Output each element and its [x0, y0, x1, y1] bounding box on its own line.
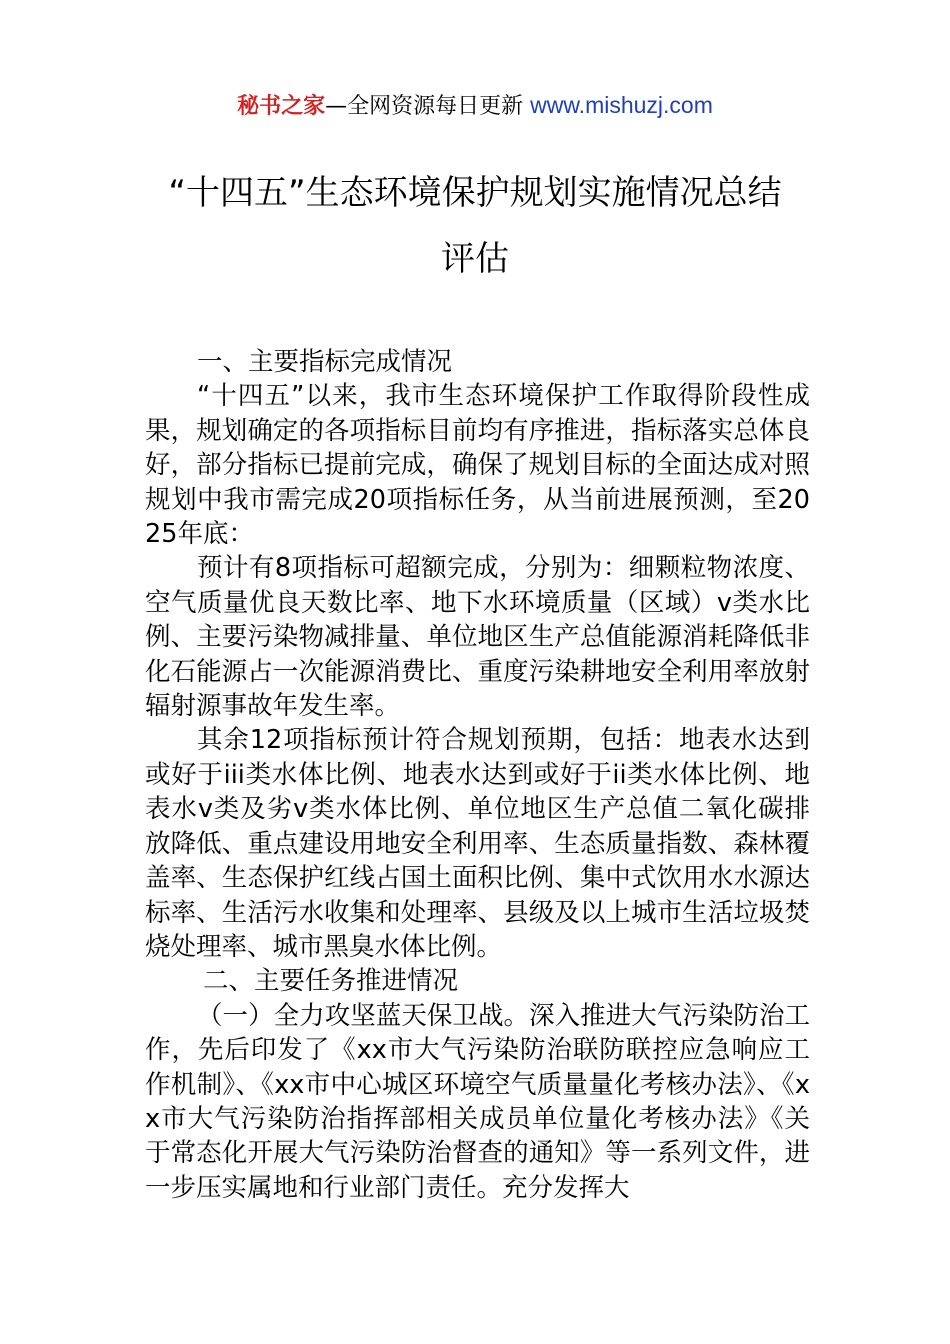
document-title	[0, 160, 950, 292]
brand-name: 秘书之家	[237, 94, 326, 119]
paragraph: 其余12项指标预计符合规划预期，包括：地表水达到或好于iii类水体比例、地表水达到或好于ii类水体比例、地表水v类及劣v类水体比例、单位地区生产总值二氧化碳排放降低、重点建设用地安全利用率、生态质量指数、森林覆盖率、生态保护红线占国土面积比例、集中式饮用水水源达标率、生活污水收集和处理率、县级及以上城市生活垃圾焚烧处理率、城市黑臭水体比例。	[145, 725, 810, 962]
paragraph: （一）全力攻坚蓝天保卫战。深入推进大气污染防治工作，先后印发了《xx市大气污染防治联防联控应急响应工作机制》、《xx市中心城区环境空气质量量化考核办法》、《xx市大气污染防治指挥部相关成员单位量化考核办法》《关于常态化开展大气污染防治督查的通知》等一系列文件，进一步压实属地和行业部门责任。充分发挥大	[145, 1000, 810, 1203]
paragraph: 预计有8项指标可超额完成，分别为：细颗粒物浓度、空气质量优良天数比率、地下水环境质量（区域）v类水比例、主要污染物减排量、单位地区生产总值能源消耗降低非化石能源占一次能源消费比、重度污染耕地安全利用率放射辐射源事故年发生率。	[145, 553, 810, 722]
site-url-link[interactable]: www.mishuzj.com	[530, 92, 713, 118]
document-body	[145, 345, 810, 1205]
section-heading-2: 二、主要任务推进情况	[203, 966, 459, 997]
site-banner	[0, 88, 950, 124]
paragraph: “十四五”以来，我市生态环境保护工作取得阶段性成果，规划确定的各项指标目前均有序推进，指标落实总体良好，部分指标已提前完成，确保了规划目标的全面达成对照规划中我市需完成20项指标任务，从当前进展预测，至2025年底：	[145, 381, 810, 550]
title-line-1: “十四五”生态环境保护规划实施情况总结	[168, 173, 782, 213]
section-heading-1: 一、主要指标完成情况	[197, 347, 453, 377]
banner-tagline: —全网资源每日更新	[325, 94, 531, 119]
title-line-2: 评估	[441, 239, 509, 279]
